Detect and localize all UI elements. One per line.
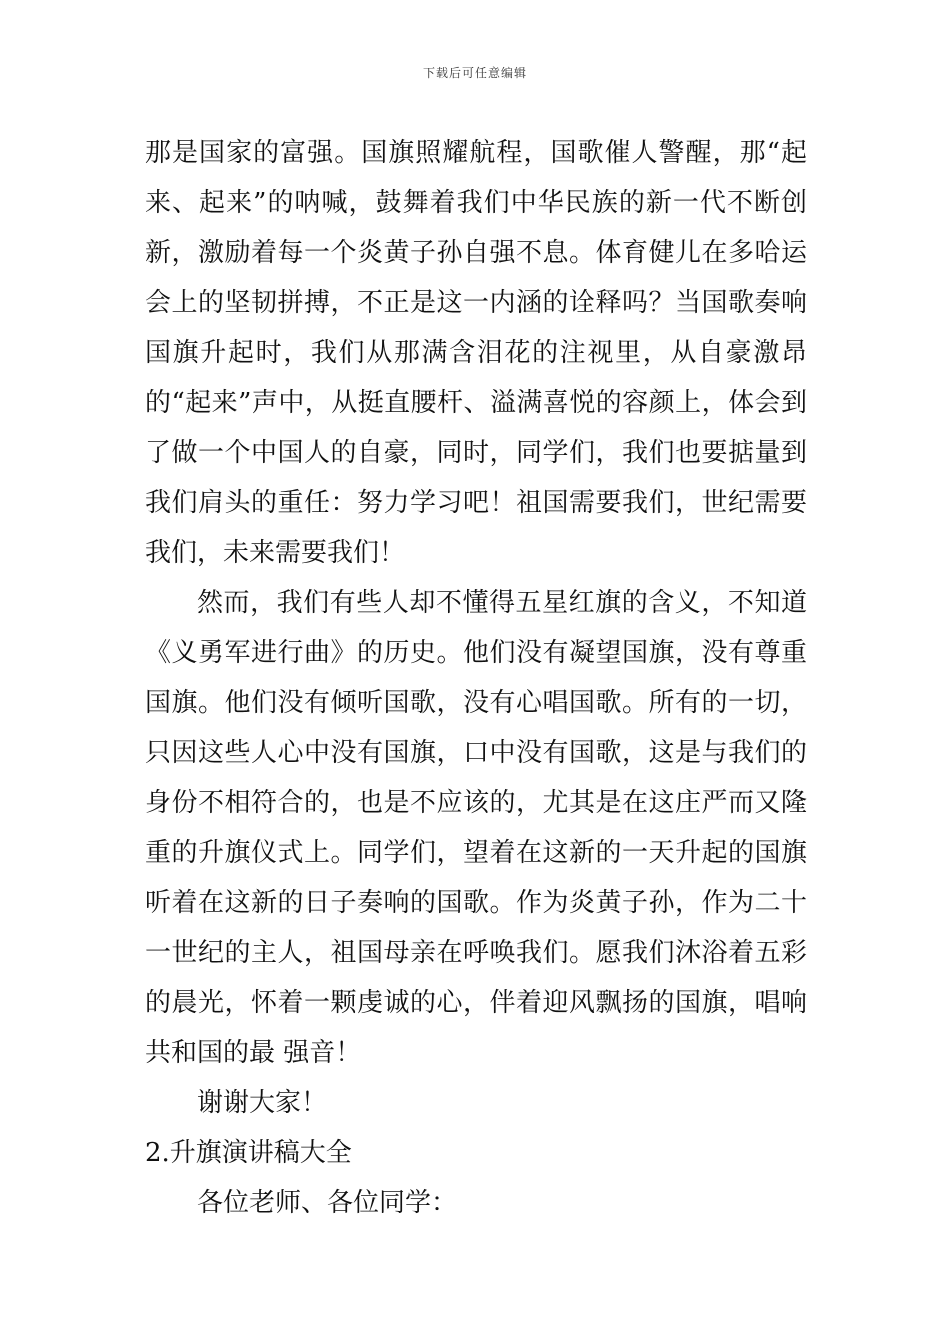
paragraph-greeting: 各位老师、各位同学： [197,1188,458,1218]
page-header: 下载后可任意编辑 [422,66,527,80]
section-heading: 2.升旗演讲稿大全 [145,1138,352,1168]
paragraph-thanks: 谢谢大家！ [197,1088,328,1118]
paragraph-continuation: 那是国家的富强。国旗照耀航程，国歌催人警醒，那“起来、起来”的呐喊，鼓舞着我们中华民族的新一代不断创新，激励着每一个炎黄子孙自强不息。体育健儿在多哈运会上的坚韧拼搏，不正是这一内涵的诠释吗？当国歌奏响国旗升起时，我们从那满含泪花的注视里，从自豪激昂的“起来”声中，从挺直腰杆、溢满喜悦的容颜上，体会到了做一个中国人的自豪，同时，同学们，我们也要掂量到我们肩头的重任：努力学习吧！祖国需要我们，世纪需要我们，未来需要我们！ [145,138,807,568]
document-body [145,128,807,1228]
paragraph-however: 然而，我们有些人却不懂得五星红旗的含义，不知道《义勇军进行曲》的历史。他们没有凝望国旗，没有尊重国旗。他们没有倾听国歌，没有心唱国歌。所有的一切，只因这些人心中没有国旗，口中没有国歌，这是与我们的身份不相符合的，也是不应该的，尤其是在这庄严而又隆重的升旗仪式上。同学们，望着在这新的一天升起的国旗听着在这新的日子奏响的国歌。作为炎黄子孙，作为二十一世纪的主人，祖国母亲在呼唤我们。愿我们沐浴着五彩的晨光，怀着一颗虔诚的心，伴着迎风飘扬的国旗，唱响共和国的最 强音！ [145,588,807,1068]
